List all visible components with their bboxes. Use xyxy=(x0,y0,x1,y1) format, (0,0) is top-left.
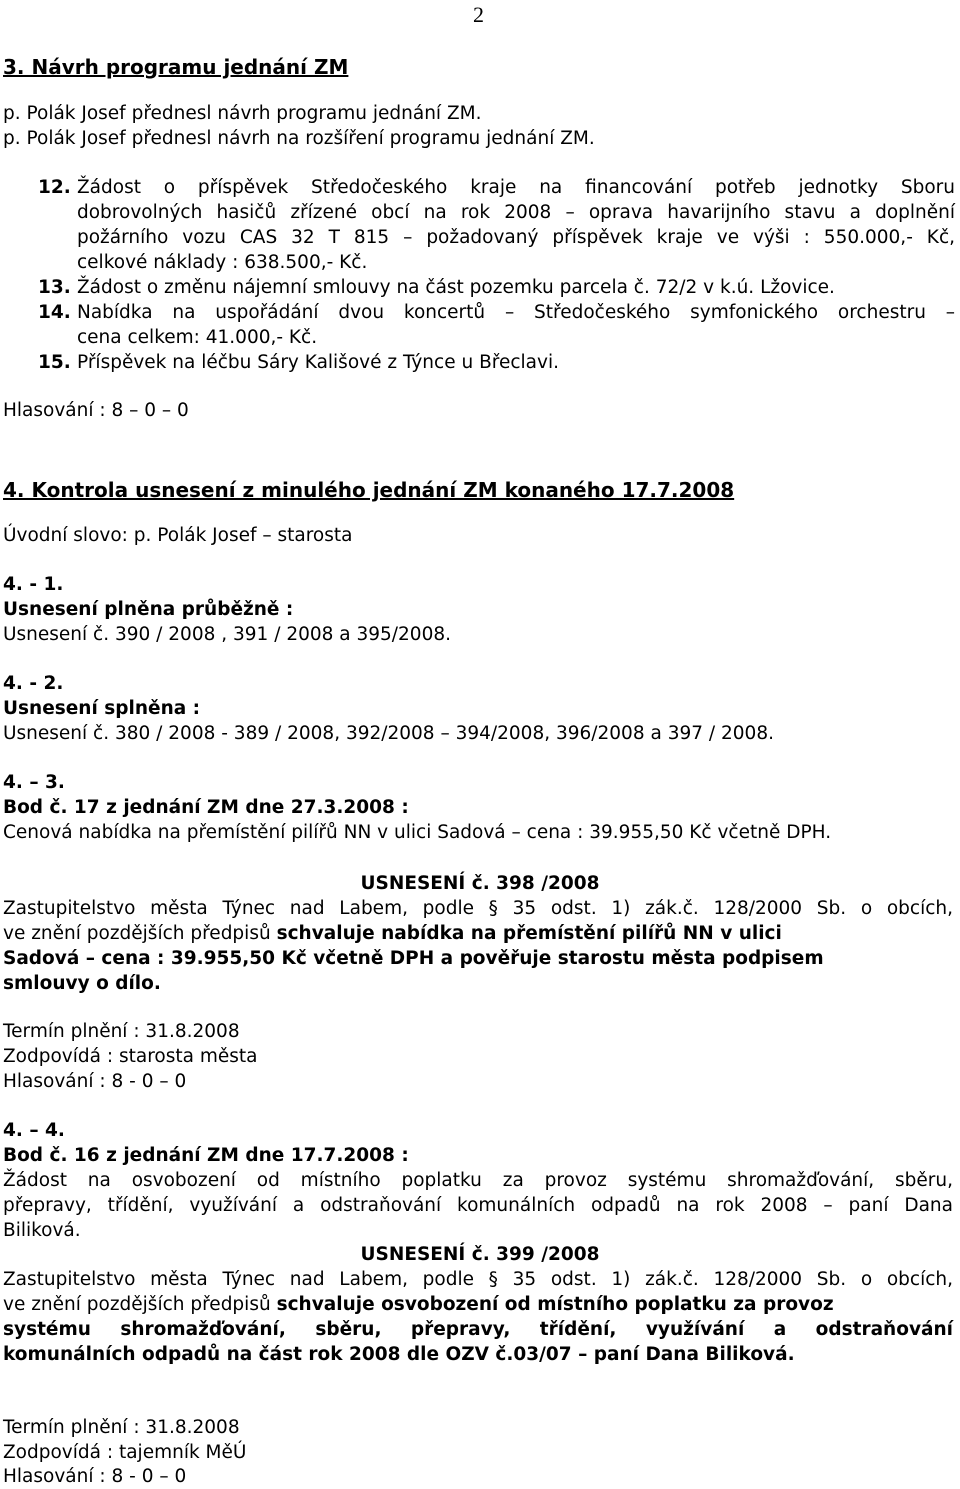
item-13-line-1: Žádost o změnu nájemní smlouvy na část pozemku parcela č. 72/2 v k.ú. Lžovice. xyxy=(77,277,835,298)
usneseni-399-zodpovida: Zodpovídá : tajemník MěÚ xyxy=(3,1442,247,1463)
program-line-1: p. Polák Josef přednesl návrh programu jednání ZM. xyxy=(3,103,482,124)
item-15-line-1: Příspěvek na léčbu Sáry Kališové z Týnce u Břeclavi. xyxy=(77,352,559,373)
subsection-4-4-desc-3: Biliková. xyxy=(3,1220,81,1241)
usneseni-398-title: USNESENÍ č. 398 /2008 xyxy=(360,873,600,894)
usneseni-398-line-2a: ve znění pozdějších předpisů xyxy=(3,923,277,944)
item-12-line-3: požárního vozu CAS 32 T 815 – požadovaný příspěvek kraje ve výši : 550.000,- Kč, xyxy=(77,227,955,248)
usneseni-399-vote: Hlasování : 8 - 0 – 0 xyxy=(3,1466,187,1487)
usneseni-399-line-2a: ve znění pozdějších předpisů xyxy=(3,1294,277,1315)
usneseni-398-termin: Termín plnění : 31.8.2008 xyxy=(3,1021,240,1042)
usneseni-399-line-2b: schvaluje osvobození od místního poplatku za provoz xyxy=(276,1294,834,1315)
usneseni-399-line-4: komunálních odpadů na část rok 2008 dle OZV č.03/07 – paní Dana Biliková. xyxy=(3,1344,795,1365)
item-12-line-1: Žádost o příspěvek Středočeského kraje na financování potřeb jednotky Sboru xyxy=(77,177,955,198)
item-12-line-2: dobrovolných hasičů zřízené obcí na rok 2008 – oprava havarijního stavu a doplnění xyxy=(77,202,955,223)
subsection-4-2-title: Usnesení splněna : xyxy=(3,698,201,719)
usneseni-398-zodpovida: Zodpovídá : starosta města xyxy=(3,1046,258,1067)
subsection-4-2-number: 4. - 2. xyxy=(3,673,64,694)
subsection-4-3-desc: Cenová nabídka na přemístění pilířů NN v ulici Sadová – cena : 39.955,50 Kč včetně DPH. xyxy=(3,822,832,843)
usneseni-399-title: USNESENÍ č. 399 /2008 xyxy=(360,1244,600,1265)
subsection-4-4-desc-1: Žádost na osvobození od místního poplatku za provoz systému shromažďování, sběru, xyxy=(3,1170,953,1191)
usneseni-399-line-2 xyxy=(3,1293,834,1317)
usneseni-398-vote: Hlasování : 8 - 0 – 0 xyxy=(3,1071,187,1092)
item-14-line-2: cena celkem: 41.000,- Kč. xyxy=(77,327,318,348)
usneseni-398-line-4: smlouvy o dílo. xyxy=(3,973,161,994)
page-number: 2 xyxy=(473,2,484,27)
item-12-number: 12. xyxy=(38,177,71,198)
section-4-heading: 4. Kontrola usnesení z minulého jednání ZM konaného 17.7.2008 xyxy=(3,478,735,502)
subsection-4-1-title: Usnesení plněna průběžně : xyxy=(3,599,294,620)
usneseni-399-termin: Termín plnění : 31.8.2008 xyxy=(3,1417,240,1438)
item-14-number: 14. xyxy=(38,302,71,323)
section-4-intro: Úvodní slovo: p. Polák Josef – starosta xyxy=(3,525,353,546)
usneseni-398-line-3: Sadová – cena : 39.955,50 Kč včetně DPH a pověřuje starostu města podpisem xyxy=(3,948,824,969)
usneseni-398-line-2b: schvaluje nabídka na přemístění pilířů NN v ulici xyxy=(276,923,782,944)
section-3-vote: Hlasování : 8 – 0 – 0 xyxy=(3,400,189,421)
program-line-2: p. Polák Josef přednesl návrh na rozšíření programu jednání ZM. xyxy=(3,128,595,149)
usneseni-398-line-2 xyxy=(3,922,782,946)
item-13-number: 13. xyxy=(38,277,71,298)
subsection-4-4-number: 4. – 4. xyxy=(3,1120,65,1141)
section-3-heading: 3. Návrh programu jednání ZM xyxy=(3,55,349,79)
item-12-line-4: celkové náklady : 638.500,- Kč. xyxy=(77,252,368,273)
subsection-4-1-text: Usnesení č. 390 / 2008 , 391 / 2008 a 395/2008. xyxy=(3,624,452,645)
subsection-4-1-number: 4. - 1. xyxy=(3,574,64,595)
subsection-4-3-number: 4. – 3. xyxy=(3,772,65,793)
item-15-number: 15. xyxy=(38,352,71,373)
usneseni-398-line-1: Zastupitelstvo města Týnec nad Labem, podle § 35 odst. 1) zák.č. 128/2000 Sb. o obcích, xyxy=(3,898,953,919)
usneseni-399-line-3: systému shromažďování, sběru, přepravy, třídění, využívání a odstraňování xyxy=(3,1319,953,1340)
subsection-4-4-bod: Bod č. 16 z jednání ZM dne 17.7.2008 : xyxy=(3,1145,409,1166)
usneseni-399-line-1: Zastupitelstvo města Týnec nad Labem, podle § 35 odst. 1) zák.č. 128/2000 Sb. o obcích, xyxy=(3,1269,953,1290)
item-14-line-1: Nabídka na uspořádání dvou koncertů – Středočeského symfonického orchestru – xyxy=(77,302,955,323)
subsection-4-4-desc-2: přepravy, třídění, využívání a odstraňování komunálních odpadů na rok 2008 – paní Dana xyxy=(3,1195,953,1216)
subsection-4-3-bod: Bod č. 17 z jednání ZM dne 27.3.2008 : xyxy=(3,797,409,818)
subsection-4-2-text: Usnesení č. 380 / 2008 - 389 / 2008, 392/2008 – 394/2008, 396/2008 a 397 / 2008. xyxy=(3,723,774,744)
